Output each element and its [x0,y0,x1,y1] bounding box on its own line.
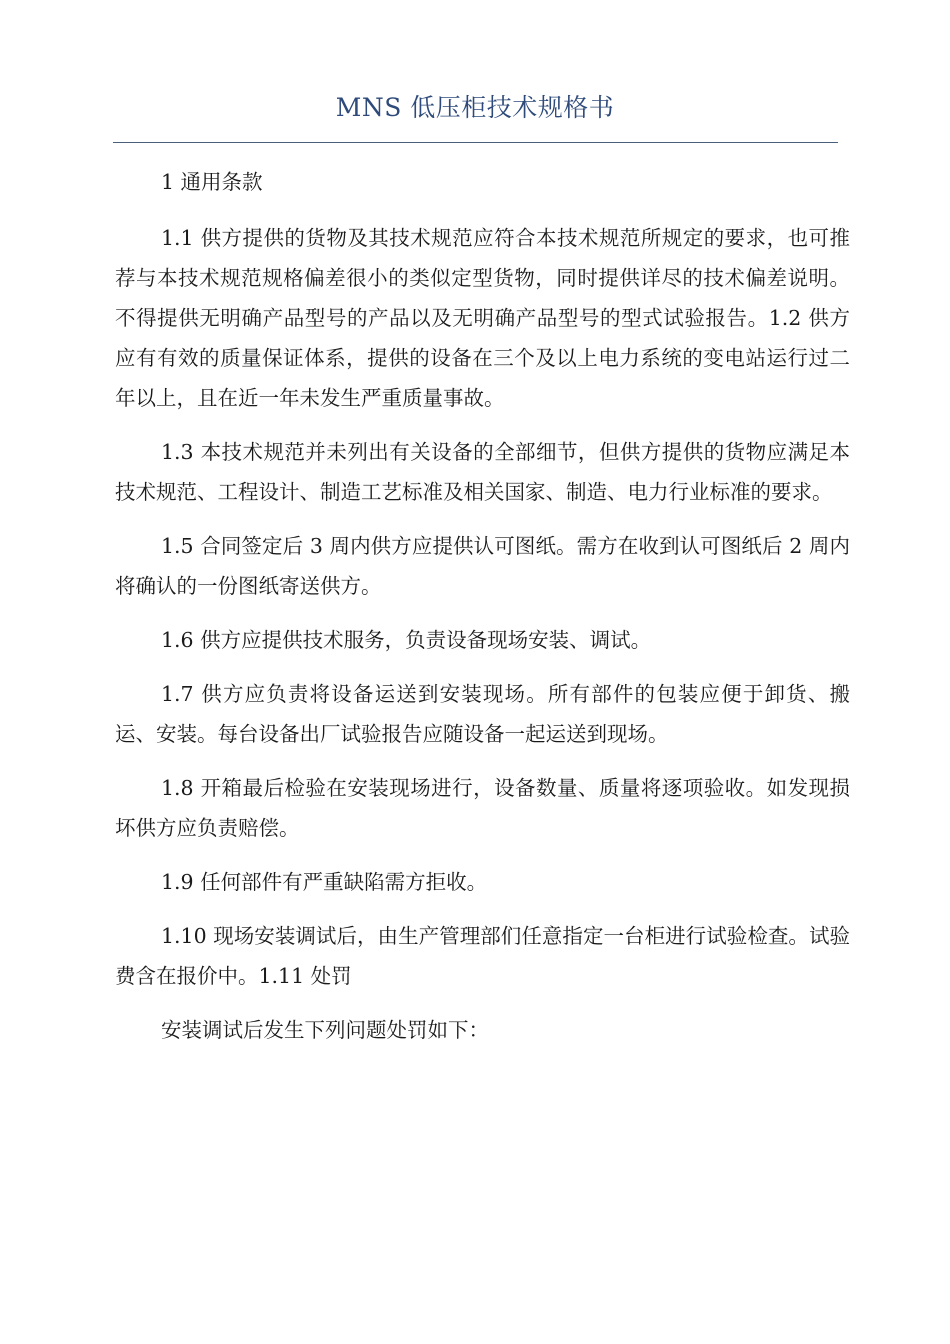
paragraph-1-5: 1.5 合同签定后 3 周内供方应提供认可图纸。需方在收到认可图纸后 2 周内将确认的一份图纸寄送供方。 [115,534,850,598]
title-divider [113,142,838,143]
paragraph-1-9: 1.9 任何部件有严重缺陷需方拒收。 [161,870,488,894]
paragraph-1-7: 1.7 供方应负责将设备运送到安装现场。所有部件的包装应便于卸货、搬运、安装。每台设备出厂试验报告应随设备一起运送到现场。 [115,682,850,746]
document-title: MNS 低压柜技术规格书 [335,93,615,122]
paragraph-1-10: 1.10 现场安装调试后，由生产管理部们任意指定一台柜进行试验检查。试验费含在报价中。1.11 处罚 [115,924,850,988]
paragraph-1-6: 1.6 供方应提供技术服务，负责设备现场安装、调试。 [161,628,652,652]
paragraph-1-1: 1.1 供方提供的货物及其技术规范应符合本技术规范所规定的要求，也可推荐与本技术规范规格偏差很小的类似定型货物，同时提供详尽的技术偏差说明。不得提供无明确产品型号的产品以及无明确产品型号的型式试验报告。1.2 供方应有有效的质量保证体系，提供的设备在三个及以上电力系统的变电站运行过二年以上，且在近一年未发生严重质量事故。 [115,226,850,410]
paragraph-1-8: 1.8 开箱最后检验在安装现场进行，设备数量、质量将逐项验收。如发现损坏供方应负责赔偿。 [115,776,850,840]
section-heading-general-terms: 1 通用条款 [161,170,263,194]
document-body [115,162,850,1064]
paragraph-penalty-intro: 安装调试后发生下列问题处罚如下： [161,1018,489,1042]
paragraph-1-3: 1.3 本技术规范并未列出有关设备的全部细节，但供方提供的货物应满足本技术规范、工程设计、制造工艺标准及相关国家、制造、电力行业标准的要求。 [115,440,850,504]
